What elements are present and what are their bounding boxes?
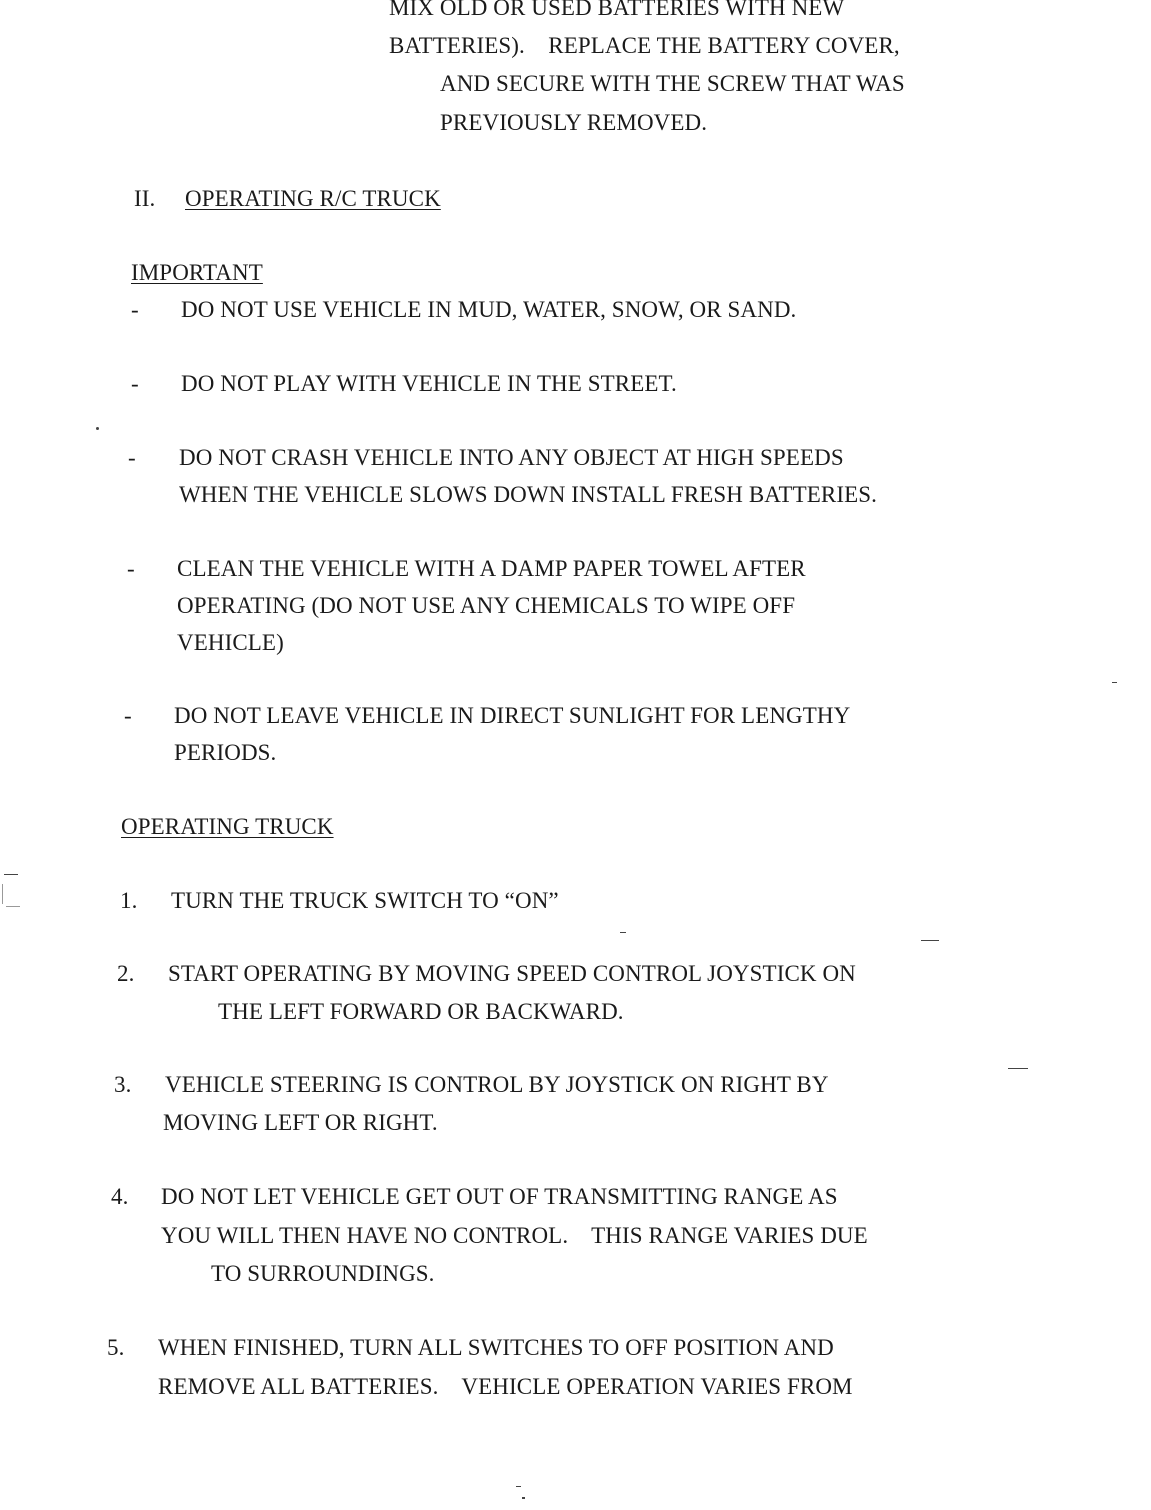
step-number: 4. [111, 1184, 129, 1209]
scan-speck [620, 932, 626, 933]
scan-speck [1008, 1068, 1028, 1069]
intro-line-2: BATTERIES). REPLACE THE BATTERY COVER, [389, 33, 900, 58]
scan-speck [1112, 682, 1117, 683]
important-item-2: DO NOT PLAY WITH VEHICLE IN THE STREET. [181, 371, 677, 396]
operating-heading: OPERATING TRUCK [121, 814, 334, 839]
bullet-marker: - [128, 445, 136, 470]
scan-speck [2, 884, 3, 904]
important-item-5-line-2: PERIODS. [174, 740, 277, 765]
bullet-marker: - [124, 703, 132, 728]
step-1-line-1: TURN THE TRUCK SWITCH TO “ON” [171, 888, 559, 913]
important-item-4-line-3: VEHICLE) [177, 630, 284, 655]
step-number: 5. [107, 1335, 125, 1360]
intro-line-1: MIX OLD OR USED BATTERIES WITH NEW [389, 0, 845, 20]
intro-line-3: AND SECURE WITH THE SCREW THAT WAS [440, 71, 905, 96]
scan-speck [4, 874, 18, 875]
important-heading: IMPORTANT [131, 260, 263, 285]
step-2-line-1: START OPERATING BY MOVING SPEED CONTROL JOYSTICK ON [168, 961, 856, 986]
section-number: II. [134, 186, 156, 211]
scan-speck [522, 1497, 525, 1499]
important-item-3-line-2: WHEN THE VEHICLE SLOWS DOWN INSTALL FRESH BATTERIES. [179, 482, 878, 507]
section-title: OPERATING R/C TRUCK [185, 186, 441, 211]
bullet-marker: - [131, 297, 139, 322]
step-5-line-2: REMOVE ALL BATTERIES. VEHICLE OPERATION VARIES FROM [158, 1374, 853, 1399]
step-number: 2. [117, 961, 135, 986]
step-3-line-1: VEHICLE STEERING IS CONTROL BY JOYSTICK ON RIGHT BY [165, 1072, 829, 1097]
scan-speck [921, 940, 939, 941]
step-number: 1. [120, 888, 138, 913]
important-item-3-line-1: DO NOT CRASH VEHICLE INTO ANY OBJECT AT HIGH SPEEDS [179, 445, 844, 470]
important-item-4-line-2: OPERATING (DO NOT USE ANY CHEMICALS TO WIPE OFF [177, 593, 796, 618]
step-4-line-2: YOU WILL THEN HAVE NO CONTROL. THIS RANGE VARIES DUE [161, 1223, 868, 1248]
important-item-4-line-1: CLEAN THE VEHICLE WITH A DAMP PAPER TOWEL AFTER [177, 556, 806, 581]
bullet-marker: - [127, 556, 135, 581]
scan-speck [6, 906, 20, 907]
scan-speck [96, 427, 99, 430]
step-number: 3. [114, 1072, 132, 1097]
intro-line-4: PREVIOUSLY REMOVED. [440, 110, 708, 135]
bullet-marker: - [131, 371, 139, 396]
step-4-line-1: DO NOT LET VEHICLE GET OUT OF TRANSMITTING RANGE AS [161, 1184, 838, 1209]
scan-speck [516, 1486, 521, 1487]
important-item-1: DO NOT USE VEHICLE IN MUD, WATER, SNOW, OR SAND. [181, 297, 797, 322]
step-4-line-3: TO SURROUNDINGS. [211, 1261, 435, 1286]
step-3-line-2: MOVING LEFT OR RIGHT. [163, 1110, 438, 1135]
step-5-line-1: WHEN FINISHED, TURN ALL SWITCHES TO OFF POSITION AND [158, 1335, 834, 1360]
important-item-5-line-1: DO NOT LEAVE VEHICLE IN DIRECT SUNLIGHT FOR LENGTHY [174, 703, 851, 728]
step-2-line-2: THE LEFT FORWARD OR BACKWARD. [218, 999, 624, 1024]
